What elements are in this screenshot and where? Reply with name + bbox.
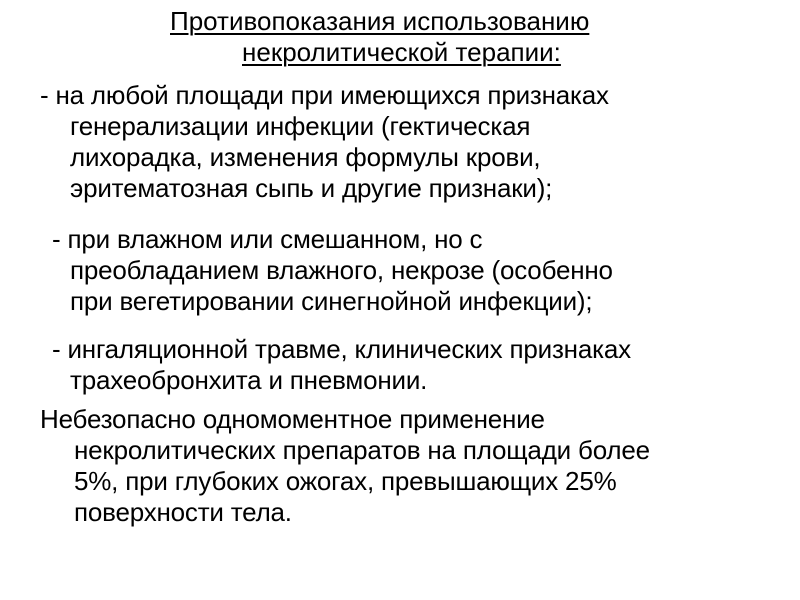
text-line: - на любой площади при имеющихся признаках xyxy=(40,80,609,110)
slide-title xyxy=(140,6,740,68)
text-line: генерализации инфекции (гектическая xyxy=(70,111,531,141)
warning-paragraph xyxy=(40,404,650,528)
text-line: лихорадка, изменения формулы крови, xyxy=(70,142,541,172)
text-line: некролитических препаратов на площади более xyxy=(74,435,650,465)
text-line: - при влажном или смешанном, но с xyxy=(52,224,483,254)
text-line: трахеобронхита и пневмонии. xyxy=(70,365,428,395)
contraindication-item xyxy=(52,334,631,396)
contraindication-item xyxy=(52,224,613,317)
slide-title-line: некролитической терапии: xyxy=(242,37,561,67)
text-line: Небезопасно одномоментное применение xyxy=(40,404,545,434)
text-line: при вегетировании синегнойной инфекции); xyxy=(70,286,593,316)
text-line: преобладанием влажного, некрозе (особенно xyxy=(70,255,613,285)
text-line: поверхности тела. xyxy=(74,497,292,527)
text-line: 5%, при глубоких ожогах, превышающих 25% xyxy=(74,466,617,496)
text-line: - ингаляционной травме, клинических признаках xyxy=(52,334,631,364)
slide-title-line: Противопоказания использованию xyxy=(170,6,590,36)
text-line: эритематозная сыпь и другие признаки); xyxy=(70,173,553,203)
contraindication-item xyxy=(40,80,609,204)
